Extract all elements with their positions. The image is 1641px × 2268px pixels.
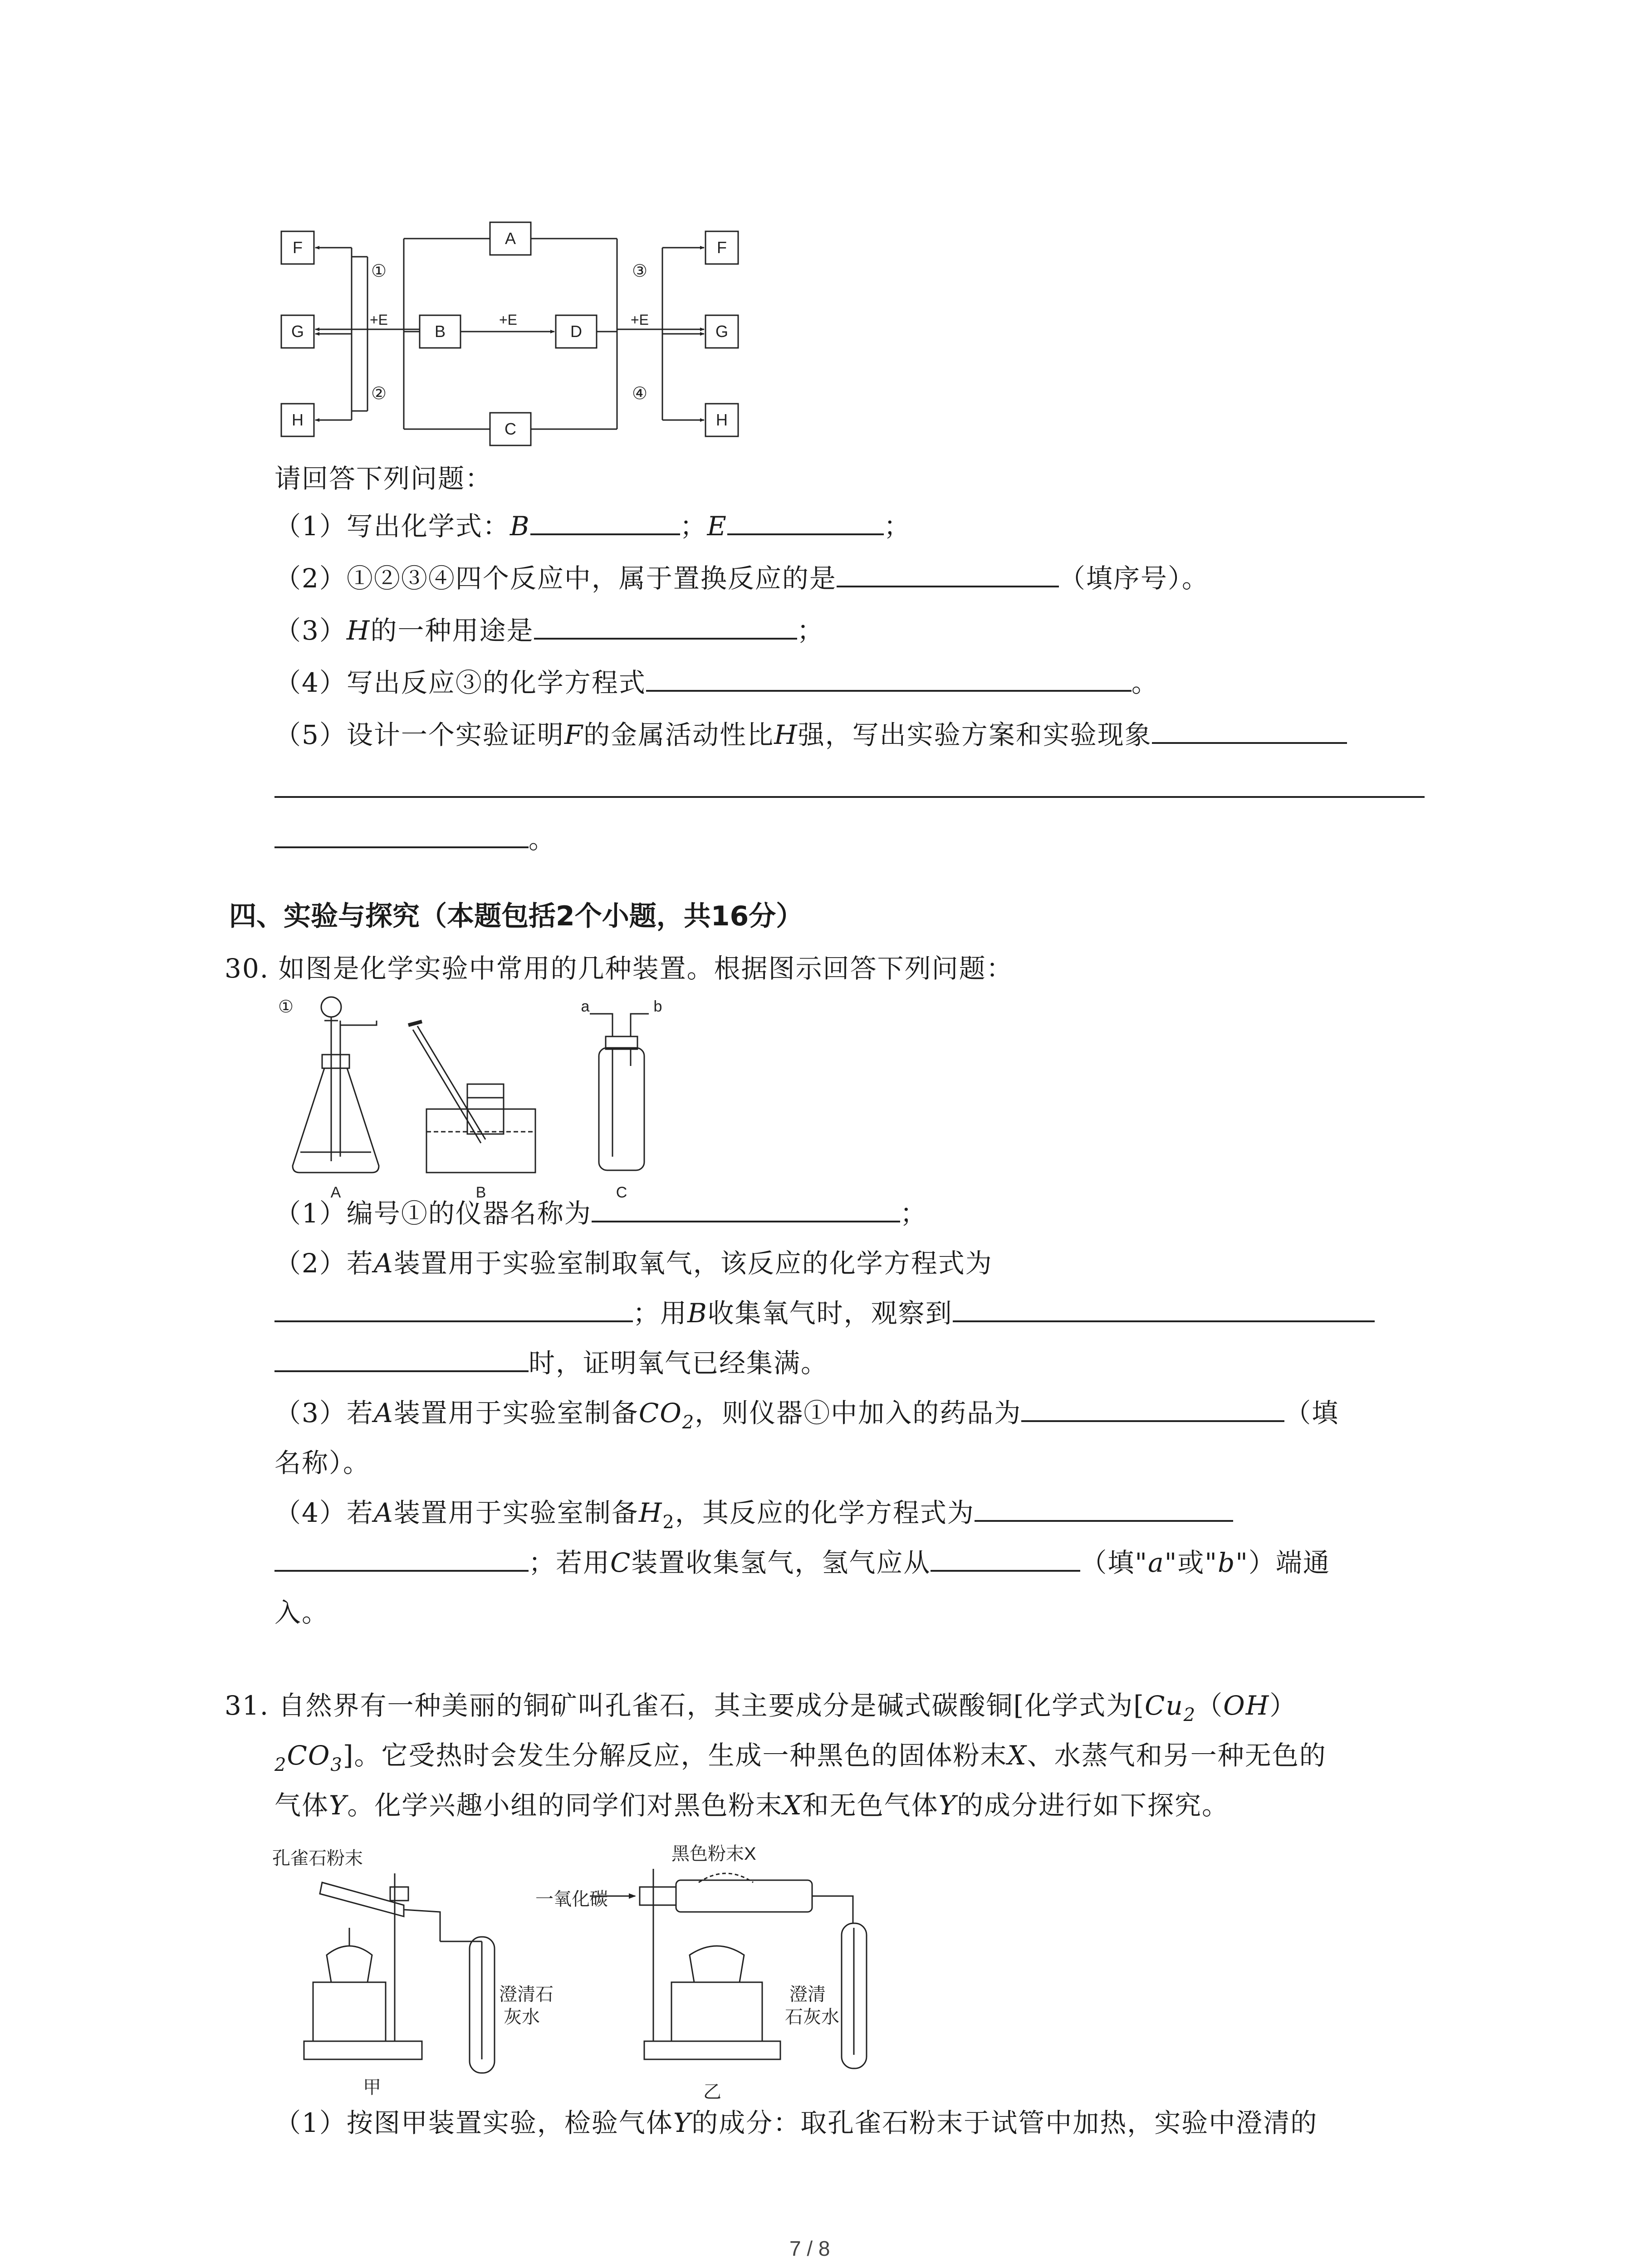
- node-f-right: F: [717, 238, 727, 257]
- q29-p5-a: （5）设计一个实验证明: [274, 719, 564, 750]
- q30-p4-k: "或": [1164, 1547, 1218, 1578]
- q31-line1: [225, 1687, 1297, 1733]
- q29-p4-b: 。: [1131, 667, 1159, 698]
- q29-answer-3-blank[interactable]: [534, 612, 797, 640]
- q30-part2-line2: [274, 1295, 1375, 1331]
- node-g-right: G: [715, 322, 729, 341]
- q30-p4-j: a: [1148, 1547, 1165, 1578]
- q30-p2-e: B: [687, 1298, 708, 1329]
- q30-p4-d-sub: 2: [662, 1512, 675, 1533]
- page-number: 7 / 8: [789, 2237, 830, 2260]
- q31-fig-label-black: 黑色粉末X: [671, 1844, 756, 1864]
- q29-p5-b: F: [564, 719, 584, 750]
- q29-p3-a: （3）: [274, 615, 347, 646]
- q30-part4: [274, 1495, 1233, 1540]
- q30-p4-c: 装置用于实验室制备: [393, 1497, 639, 1528]
- q29-p1-c: ；: [680, 511, 707, 542]
- q31-fig-label-limewater1b: 灰水: [504, 2007, 540, 2027]
- q30-p4-d: H: [638, 1497, 663, 1528]
- node-f-left: F: [293, 238, 303, 257]
- q30-answer-4-blank-1[interactable]: [975, 1495, 1233, 1522]
- q30-p3-e: ，则仪器①中加入的药品为: [695, 1398, 1022, 1428]
- q29-p4-a: （4）写出反应③的化学方程式: [274, 667, 646, 698]
- node-a: A: [505, 229, 516, 248]
- q29-answer-4-blank[interactable]: [646, 665, 1132, 692]
- q31-fig-label-limewater1a: 澄清石: [499, 1984, 554, 2004]
- q30-p4-l: b: [1218, 1547, 1236, 1578]
- q31-fig-label-limewater2a: 澄清: [789, 1984, 826, 2004]
- q30-answer-3-blank[interactable]: [1021, 1395, 1284, 1422]
- q30-answer-2-blank-2[interactable]: [953, 1295, 1375, 1322]
- q31-l1-c: （: [1196, 1690, 1224, 1721]
- q30-answer-2-blank-1[interactable]: [274, 1295, 633, 1322]
- edge-label-4: ④: [632, 384, 648, 403]
- q30-p2-c: 装置用于实验室制取氧气，该反应的化学方程式为: [393, 1248, 993, 1279]
- q30-stem: 30. 如图是化学实验中常用的几种装置。根据图示回答下列问题：: [225, 953, 1014, 984]
- q31-l3-c: 。化学兴趣小组的同学们对黑色粉末: [347, 1790, 783, 1821]
- q30-answer-4-blank-3[interactable]: [931, 1545, 1080, 1572]
- q30-p3-b: A: [373, 1398, 394, 1428]
- q29-answer-5-blank-3[interactable]: [274, 821, 529, 848]
- q30-answer-1-blank[interactable]: [592, 1195, 900, 1222]
- q29-part5: [274, 717, 1347, 753]
- q30-part2: [274, 1245, 993, 1281]
- q31-l3-a: 气体: [274, 1790, 329, 1821]
- node-b: B: [434, 322, 446, 341]
- node-h-right: H: [716, 411, 728, 429]
- q29-prompt: 请回答下列问题：: [274, 463, 493, 494]
- q31-p1-a: （1）按图甲装置实验，检验气体: [274, 2107, 673, 2138]
- q29-part5-end: [274, 821, 556, 857]
- q29-p1-b: B: [509, 511, 530, 542]
- q30-fig-label-b: b: [653, 998, 662, 1015]
- q29-p1-a: （1）写出化学式：: [274, 511, 510, 542]
- q29-answer-2-blank[interactable]: [837, 560, 1059, 587]
- q30-fig-label-A: A: [330, 1184, 341, 1201]
- q29-p2-b: （填序号）。: [1058, 563, 1209, 594]
- q31-l3-b: Y: [329, 1790, 348, 1821]
- q30-p4-f: ；若用: [529, 1547, 611, 1578]
- q31-l1-d: OH: [1223, 1690, 1270, 1721]
- q30-p4-n: 入。: [274, 1597, 329, 1628]
- q29-p5-e: 强，写出实验方案和实验现象: [798, 719, 1152, 750]
- q30-part4-line2: [274, 1545, 1330, 1581]
- q31-fig-label-limewater2b: 石灰水: [785, 2007, 839, 2027]
- q31-l1-b: Cu: [1144, 1690, 1184, 1721]
- q29-p1-d: E: [707, 511, 727, 542]
- q31-l1-a: 31. 自然界有一种美丽的铜矿叫孔雀石，其主要成分是碱式碳酸铜[化学式为[: [225, 1690, 1145, 1721]
- q31-p1-b: Y: [673, 2107, 692, 2138]
- q30-p3-a: （3）若: [274, 1398, 374, 1428]
- q31-fig-label-jia: 甲: [363, 2077, 381, 2097]
- q30-p4-i: （填": [1080, 1547, 1148, 1578]
- q29-answer-5-blank-1[interactable]: [1152, 717, 1347, 744]
- edge-label-2: ②: [371, 384, 387, 403]
- q30-part2-line3: [274, 1345, 828, 1381]
- q29-p5-end: 。: [529, 824, 556, 855]
- q29-answer-e-blank[interactable]: [727, 508, 884, 535]
- q31-l2-e: 、水蒸气和另一种无色的: [1027, 1740, 1327, 1771]
- q30-p2-g: 时，证明氧气已经集满。: [529, 1348, 828, 1378]
- q30-p3-d: CO: [638, 1398, 682, 1428]
- edge-label-plus-e-left: +E: [369, 312, 388, 328]
- q30-p2-f: 收集氧气时，观察到: [707, 1298, 953, 1329]
- q31-l3-d: X: [783, 1790, 803, 1821]
- q30-fig-label-B: B: [475, 1184, 486, 1201]
- q30-answer-4-blank-2[interactable]: [274, 1545, 529, 1572]
- q30-p3-f: （填: [1284, 1398, 1339, 1428]
- q29-part3: [274, 612, 824, 649]
- q31-l2-b-sub: 3: [330, 1755, 343, 1775]
- node-h-left: H: [292, 411, 304, 429]
- q30-p1-b: ；: [900, 1198, 927, 1229]
- q31-p1-c: 的成分：取孔雀石粉末于试管中加热，实验中澄清的: [691, 2107, 1318, 2138]
- q31-l2-d: X: [1007, 1740, 1027, 1771]
- q30-p4-e: ，其反应的化学方程式为: [675, 1497, 975, 1528]
- q29-part1: [274, 508, 911, 544]
- q29-p3-b: H: [346, 615, 371, 646]
- q31-line3: [274, 1787, 1229, 1823]
- q29-p5-d: H: [774, 719, 798, 750]
- q31-part1: [274, 2105, 1318, 2141]
- edge-label-plus-e-mid: +E: [499, 312, 518, 328]
- q31-fig-label-malachite: 孔雀石粉末: [272, 1848, 363, 1868]
- q31-fig-label-co: 一氧化碳: [535, 1889, 608, 1909]
- q29-p2-a: （2）①②③④四个反应中，属于置换反应的是: [274, 563, 837, 594]
- q30-p3-g: 名称）。: [274, 1447, 371, 1478]
- q30-p4-g: C: [610, 1547, 632, 1578]
- q30-fig-label-a: a: [581, 998, 590, 1015]
- q31-apparatus-figure: [272, 1833, 907, 2105]
- q30-p4-b: A: [373, 1497, 394, 1528]
- edge-label-plus-e-right: +E: [630, 312, 649, 328]
- q30-p3-c: 装置用于实验室制备: [393, 1398, 639, 1428]
- section-4-title: 四、实验与探究（本题包括2个小题，共16分）: [229, 900, 803, 932]
- edge-label-1: ①: [371, 262, 387, 281]
- q31-l2-c: ]。它受热时会发生分解反应，生成一种黑色的固体粉末: [343, 1740, 1008, 1771]
- q29-answer-5-blank-2[interactable]: [274, 796, 1425, 798]
- node-d: D: [570, 322, 582, 341]
- q30-fig-label-circle1: ①: [278, 997, 294, 1017]
- q31-l2-a-sub: 2: [274, 1755, 287, 1775]
- q31-line2: [274, 1737, 1327, 1783]
- q29-p5-c: 的金属活动性比: [583, 719, 774, 750]
- q30-p4-m: "）端通: [1235, 1547, 1330, 1578]
- q31-l3-e: 和无色气体: [802, 1790, 939, 1821]
- q29-answer-b-blank[interactable]: [530, 508, 680, 535]
- q30-part3: [274, 1395, 1339, 1441]
- q29-p1-e: ；: [883, 511, 911, 542]
- q31-l2-b: CO: [287, 1740, 331, 1771]
- q30-part1: [274, 1195, 927, 1232]
- q30-p1-a: （1）编号①的仪器名称为: [274, 1198, 592, 1229]
- q31-l1-e: ）: [1269, 1690, 1297, 1721]
- q30-answer-2-blank-3[interactable]: [274, 1345, 529, 1372]
- q30-fig-label-C: C: [616, 1184, 627, 1201]
- q31-l3-f: Y: [938, 1790, 957, 1821]
- q30-p2-d: ；用: [633, 1298, 688, 1329]
- q29-p3-d: ；: [797, 615, 824, 646]
- q29-part4: [274, 665, 1159, 701]
- q31-l1-b-sub: 2: [1183, 1705, 1196, 1725]
- q30-p4-h: 装置收集氢气，氢气应从: [631, 1547, 931, 1578]
- q29-part2: [274, 560, 1209, 596]
- q31-fig-label-yi: 乙: [703, 2082, 721, 2102]
- edge-label-3: ③: [632, 262, 648, 281]
- q30-p2-b: A: [373, 1248, 394, 1279]
- flow-diagram: [263, 218, 762, 454]
- node-c: C: [505, 420, 516, 438]
- q30-p4-a: （4）若: [274, 1497, 374, 1528]
- node-g-left: G: [291, 322, 304, 341]
- q30-p2-a: （2）若: [274, 1248, 374, 1279]
- q29-p3-c: 的一种用途是: [370, 615, 534, 646]
- q30-p3-d-sub: 2: [682, 1412, 695, 1433]
- q31-l3-g: 的成分进行如下探究。: [956, 1790, 1229, 1821]
